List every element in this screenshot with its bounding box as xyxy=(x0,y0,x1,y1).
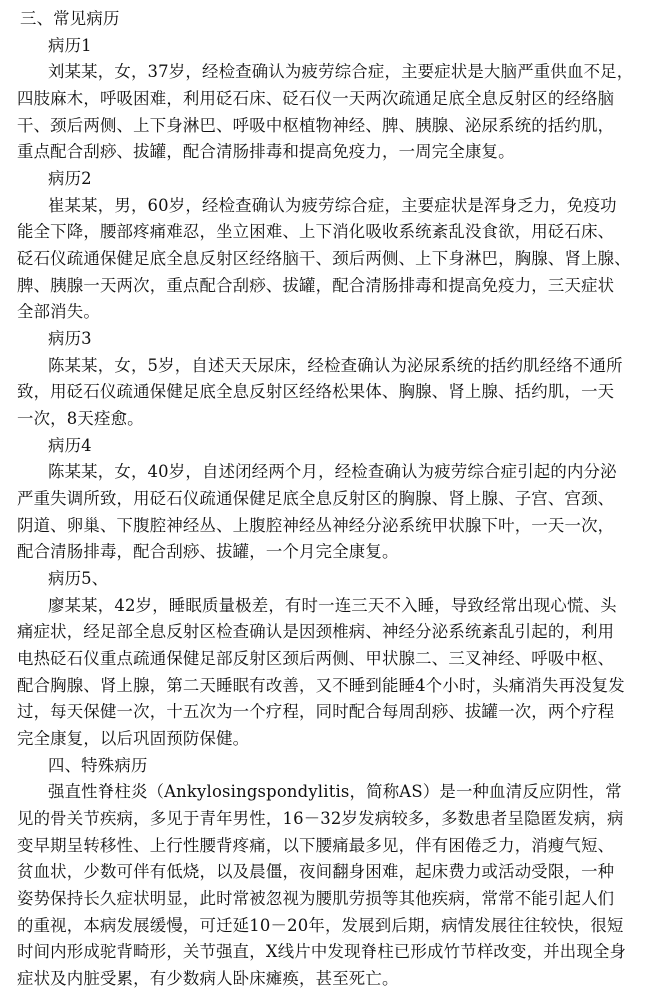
case-5-text-line: 电热砭石仪重点疏通保健足部反射区颈后两侧、甲状腺二、三叉神经、呼吸中枢、 xyxy=(17,649,615,668)
special-case-text-line: 贫血状，少数可伴有低烧，以及晨僵，夜间翻身困难，起床费力或活动受限，一种 xyxy=(17,862,615,881)
special-case-text-line: 见的骨关节疾病，多见于青年男性，16－32岁发病较多，多数患者呈隐匿发病，病 xyxy=(17,809,624,828)
case-2-text-line: 能全下降，腰部疼痛难忍，坐立困难、上下消化吸收系统紊乱没食欲，用砭石床、 xyxy=(17,222,615,241)
case-1-text-line: 干、颈后两侧、上下身淋巴、呼吸中枢植物神经、脾、胰腺、泌尿系统的括约肌， xyxy=(17,116,615,135)
special-case-text-line: 时间内形成驼背畸形，关节强直，X线片中发现脊柱已形成竹节样改变，并出现全身 xyxy=(17,942,627,961)
case-5-text-line: 廖某某，42岁，睡眠质量极差，有时一连三天不入睡，导致经常出现心慌、头 xyxy=(48,596,617,615)
special-case-text-line: 的重视，本病发展缓慢，可迁延10－20年，发展到后期，病情发展往往较快，很短 xyxy=(17,916,624,935)
case-3-text-line: 致，用砭石仪疏通保健足底全息反射区经络松果体、胸腺、肾上腺、括约肌，一天 xyxy=(17,382,615,401)
case-1-text-line: 四肢麻木，呼吸困难，利用砭石床、砭石仪一天两次疏通足底全息反射区的经络脑 xyxy=(17,89,615,108)
case-5-text-line: 过，每天保健一次，十五次为一个疗程，同时配合每周刮痧、拔罐一次，两个疗程 xyxy=(17,702,615,721)
case-2-text-line: 全部消失。 xyxy=(17,302,100,321)
case-2-text-line: 砭石仪疏通保健足底全息反射区经络脑干、颈后两侧、上下身淋巴，胸腺、肾上腺、 xyxy=(17,249,631,268)
case-5-title: 病历5、 xyxy=(48,569,109,588)
case-4-text-line: 陈某某，女，40岁，自述闭经两个月，经检查确认为疲劳综合症引起的内分泌 xyxy=(48,462,617,481)
case-1-title: 病历1 xyxy=(48,36,92,55)
special-case-text-line: 姿势保持长久症状明显，此时常被忽视为腰肌劳损等其他疾病，常常不能引起人们 xyxy=(17,889,615,908)
case-4-text-line: 配合清肠排毒，配合刮痧、拔罐，一个月完全康复。 xyxy=(17,542,399,561)
case-1-text-line: 重点配合刮痧、拔罐，配合清肠排毒和提高免疫力，一周完全康复。 xyxy=(17,142,515,161)
special-case-text-line: 变早期呈转移性、上行性腰背疼痛，以下腰痛最多见，伴有困倦乏力，消瘦气短、 xyxy=(17,836,615,855)
case-4-text-line: 严重失调所致，用砭石仪疏通保健足底全息反射区的胸腺、肾上腺、子宫、宫颈、 xyxy=(17,489,615,508)
special-case-text-line: 强直性脊柱炎（Ankylosingspondylitis，简称AS）是一种血清反应阴性，常 xyxy=(48,782,622,801)
case-5-text-line: 配合胸腺、肾上腺，第二天睡眠有改善，又不睡到能睡4个小时，头痛消失再没复发 xyxy=(17,676,625,695)
special-case-text-line: 症状及内脏受累，有少数病人卧床瘫痪，甚至死亡。 xyxy=(17,969,399,988)
case-5-text-line: 痛症状，经足部全息反射区检查确认是因颈椎病、神经分泌系统紊乱引起的，利用 xyxy=(17,622,615,641)
case-2-text-line: 脾、胰腺一天两次，重点配合刮痧、拔罐，配合清肠排毒和提高免疫力，三天症状 xyxy=(17,276,615,295)
section-heading-common-cases: 三、常见病历 xyxy=(20,9,120,28)
case-4-text-line: 阴道、卵巢、下腹腔神经丛、上腹腔神经丛神经分泌系统甲状腺下叶，一天一次， xyxy=(17,516,615,535)
case-3-text-line: 陈某某，女，5岁，自述天天尿床，经检查确认为泌尿系统的括约肌经络不通所 xyxy=(48,356,623,375)
case-2-title: 病历2 xyxy=(48,169,92,188)
case-3-text-line: 一次，8天痊愈。 xyxy=(17,409,144,428)
section-heading-special-cases: 四、特殊病历 xyxy=(48,756,148,775)
case-3-title: 病历3 xyxy=(48,329,92,348)
case-4-title: 病历4 xyxy=(48,436,92,455)
case-1-text-line: 刘某某，女，37岁，经检查确认为疲劳综合症，主要症状是大脑严重供血不足， xyxy=(48,62,634,81)
case-2-text-line: 崔某某，男，60岁，经检查确认为疲劳综合症，主要症状是浑身乏力，免疫功 xyxy=(48,196,617,215)
case-5-text-line: 完全康复，以后巩固预防保健。 xyxy=(17,729,250,748)
